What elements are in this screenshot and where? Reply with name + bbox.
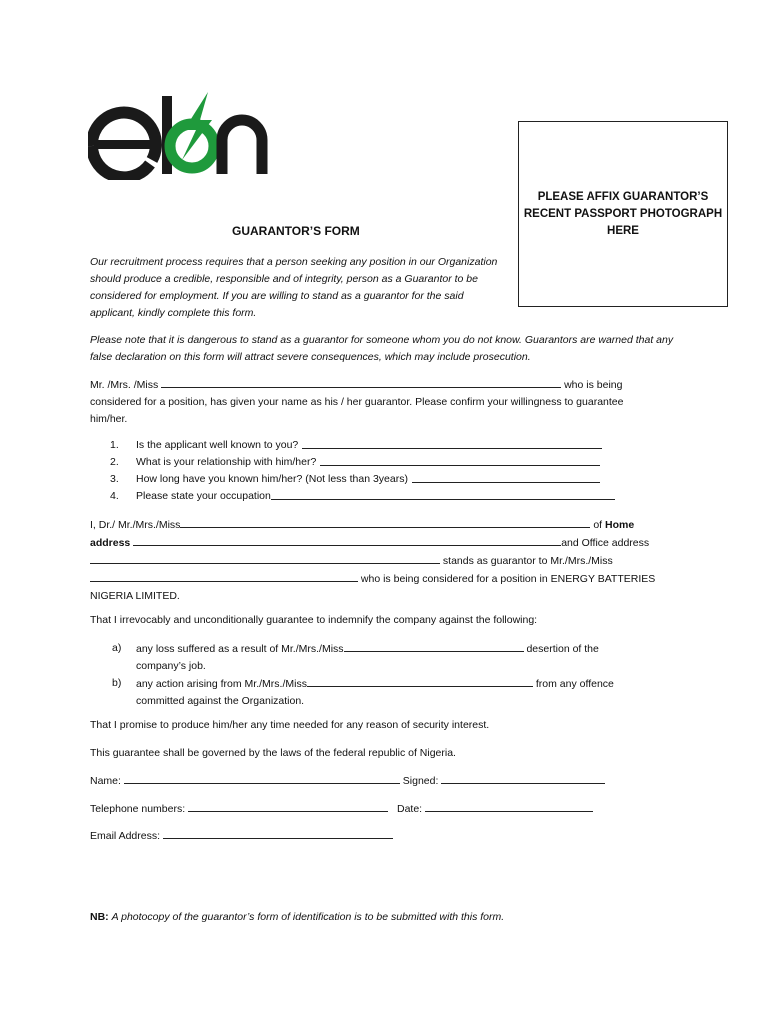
email-field[interactable] — [163, 827, 393, 839]
question-item: 4. Please state your occupation — [110, 488, 650, 505]
guarantor-name-line[interactable] — [180, 516, 590, 528]
signed-field[interactable] — [441, 772, 605, 784]
photo-box-text: PLEASE AFFIX GUARANTOR’S RECENT PASSPORT PHOTOGRAPH HERE — [523, 190, 723, 237]
applicant-line3: him/her. — [90, 413, 128, 425]
answer-line[interactable] — [271, 488, 615, 500]
applicant-line2: considered for a position, has given your name as his / her guarantor. Please confirm your willingness to guarantee — [90, 396, 624, 408]
clause-name-line[interactable] — [344, 640, 524, 652]
applicant-name-line-2[interactable] — [90, 570, 358, 582]
phone-date-row: Telephone numbers: Date: — [90, 800, 690, 818]
applicant-paragraph — [90, 376, 690, 428]
telephone-field[interactable] — [188, 800, 388, 812]
declaration-paragraph: I, Dr./ Mr./Mrs./Miss of Home address and Office address stands as guarantor to Mr./Mrs./Miss who is being considered for a position in ENERGY BATTERIES NIGERIA LIMITED. — [90, 516, 690, 605]
question-item: 2. What is your relationship with him/her? — [110, 454, 650, 471]
name-field[interactable] — [124, 772, 400, 784]
form-title: GUARANTOR’S FORM — [232, 224, 360, 238]
name-signed-row: Name: Signed: — [90, 772, 690, 790]
question-item: 1. Is the applicant well known to you? — [110, 437, 650, 454]
questions-list — [110, 437, 650, 505]
question-item: 3. How long have you known him/her? (Not less than 3years) — [110, 471, 650, 488]
governed-paragraph: This guarantee shall be governed by the laws of the federal republic of Nigeria. — [90, 747, 456, 759]
nb-note: NB: A photocopy of the guarantor’s form of identification is to be submitted with this form. — [90, 911, 505, 923]
applicant-prefix: Mr. /Mrs. /Miss — [90, 379, 159, 391]
ebn-logo — [88, 90, 272, 180]
email-row: Email Address: — [90, 827, 690, 845]
clause-item: a) any loss suffered as a result of Mr./Mrs./Miss desertion of the company’s job. — [112, 642, 599, 672]
home-address-line[interactable] — [133, 534, 561, 546]
date-field[interactable] — [425, 800, 593, 812]
indemnify-paragraph: That I irrevocably and unconditionally guarantee to indemnify the company against the following: — [90, 614, 538, 626]
clauses-list — [112, 640, 652, 710]
applicant-name-line[interactable] — [161, 376, 561, 388]
promise-paragraph: That I promise to produce him/her any time needed for any reason of security interest. — [90, 719, 490, 731]
answer-line[interactable] — [302, 437, 602, 449]
clause-item: b) any action arising from Mr./Mrs./Miss from any offence committed against the Organization. — [112, 677, 614, 707]
clause-name-line[interactable] — [307, 675, 533, 687]
warning-note: Please note that it is dangerous to stand as a guarantor for someone whom you do not know. Guarantors are warned that any false declaration on this form will attract severe consequences, which may include prosecution. — [90, 334, 674, 363]
applicant-suffix: who is being — [564, 379, 623, 391]
intro-paragraph: Our recruitment process requires that a person seeking any position in our Organization should produce a credible, responsible and of integrity, person as a Guarantor to be considered for employment. If you are willing to stand as a guarantor for the said applicant, kindly complete this form. — [90, 256, 498, 319]
answer-line[interactable] — [320, 454, 600, 466]
answer-line[interactable] — [412, 471, 600, 483]
office-address-line[interactable] — [90, 552, 440, 564]
passport-photo-box — [518, 121, 728, 307]
